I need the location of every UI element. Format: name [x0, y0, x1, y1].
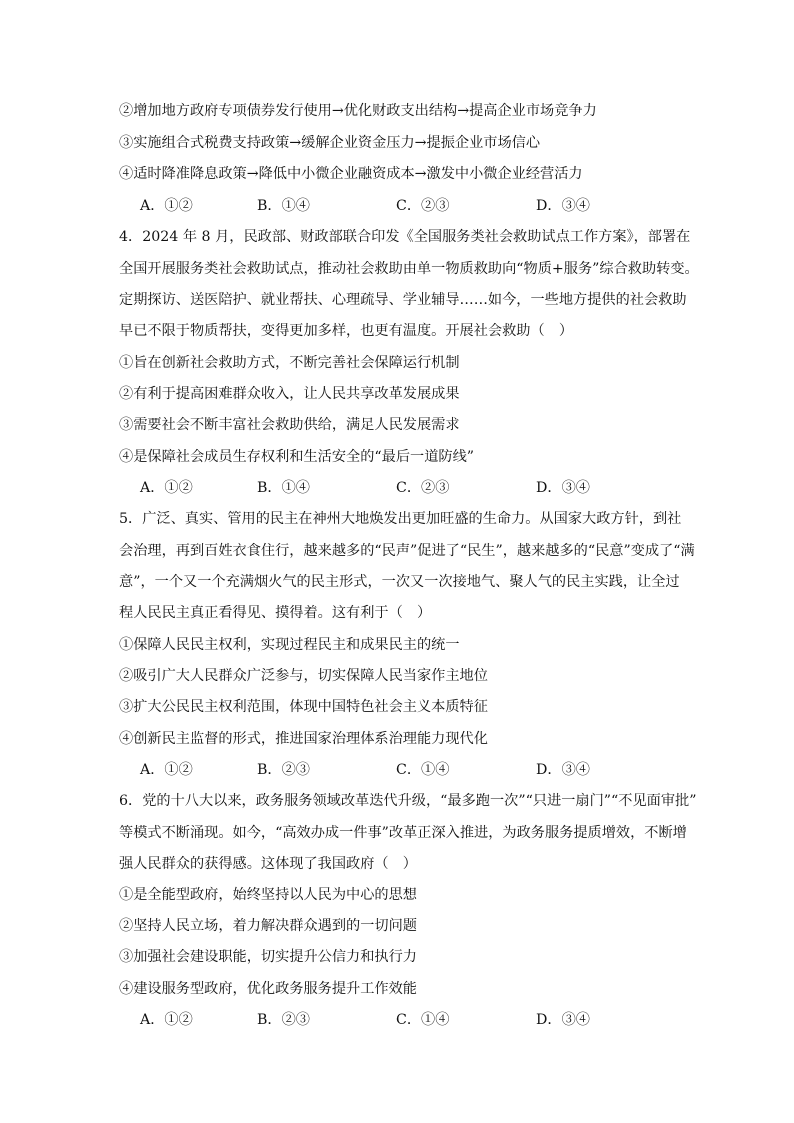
- option-d: D．③④: [536, 198, 590, 214]
- option-b: B．②③: [257, 762, 310, 778]
- answer-options: [140, 1010, 660, 1030]
- statement-2: ②增加地方政府专项债券发行使用→优化财政支出结构→提高企业市场竞争力: [119, 103, 597, 119]
- question-stem-line: 6．党的十八大以来，政务服务领域改革迭代升级，“最多跑一次”“只进一扇门”“不见面审批”: [119, 793, 697, 809]
- statement-1: ①旨在创新社会救助方式，不断完善社会保障运行机制: [119, 355, 460, 371]
- question-stem-line: 程人民民主真正看得见、摸得着。这有利于（ ）: [119, 605, 432, 621]
- option-d: D．③④: [536, 1012, 590, 1028]
- option-d: D．③④: [536, 480, 590, 496]
- option-a: A．①②: [140, 198, 193, 214]
- option-c: C．①④: [396, 762, 450, 778]
- statement-1: ①保障人民民主权利，实现过程民主和成果民主的统一: [119, 637, 460, 653]
- question-stem-line: 强人民群众的获得感。这体现了我国政府（ ）: [119, 856, 417, 872]
- option-c: C．①④: [396, 1012, 450, 1028]
- question-stem-line: 4．2024 年 8 月，民政部、财政部联合印发《全国服务类社会救助试点工作方案》，部署在: [119, 229, 691, 245]
- question-stem-line: 全国开展服务类社会救助试点，推动社会救助由单一物质救助向“物质+服务”综合救助转变。: [119, 261, 699, 277]
- option-c: C．②③: [396, 480, 450, 496]
- statement-4: ④建设服务型政府，优化政务服务提升工作效能: [119, 981, 417, 997]
- statement-4: ④是保障社会成员生存权利和生活安全的“最后一道防线”: [119, 449, 475, 465]
- option-a: A．①②: [140, 1012, 193, 1028]
- question-stem-line: 等模式不断涌现。如今，“高效办成一件事”改革正深入推进，为政务服务提质增效，不断增: [119, 825, 687, 841]
- option-d: D．③④: [536, 762, 590, 778]
- statement-3: ③需要社会不断丰富社会救助供给，满足人民发展需求: [119, 417, 460, 433]
- option-b: B．①④: [257, 480, 310, 496]
- statement-3: ③扩大公民民主权利范围，体现中国特色社会主义本质特征: [119, 699, 488, 715]
- option-b: B．①④: [257, 198, 310, 214]
- option-a: A．①②: [140, 762, 193, 778]
- statement-3: ③加强社会建设职能，切实提升公信力和执行力: [119, 949, 417, 965]
- question-stem-line: 5．广泛、真实、管用的民主在神州大地焕发出更加旺盛的生命力。从国家大政方针，到社: [119, 511, 682, 527]
- question-stem-line: 定期探访、送医陪护、就业帮扶、心理疏导、学业辅导……如今，一些地方提供的社会救助: [119, 292, 687, 308]
- question-stem-line: 早已不限于物质帮扶，变得更加多样，也更有温度。开展社会救助（ ）: [119, 323, 574, 339]
- statement-2: ②有利于提高困难群众收入，让人民共享改革发展成果: [119, 386, 460, 402]
- question-stem-line: 意”，一个又一个充满烟火气的民主形式，一次又一次接地气、聚人气的民主实践，让全过: [119, 574, 680, 590]
- statement-4: ④适时降准降息政策→降低中小微企业融资成本→激发中小微企业经营活力: [119, 166, 583, 182]
- statement-2: ②坚持人民立场，着力解决群众遇到的一切问题: [119, 918, 417, 934]
- option-b: B．②③: [257, 1012, 310, 1028]
- answer-options: [140, 478, 660, 498]
- answer-options: [140, 196, 660, 216]
- question-stem-line: 会治理，再到百姓衣食住行，越来越多的“民声”促进了“民生”，越来越多的“民意”变成了“满: [119, 543, 695, 559]
- statement-1: ①是全能型政府，始终坚持以人民为中心的思想: [119, 887, 417, 903]
- statement-3: ③实施组合式税费支持政策→缓解企业资金压力→提振企业市场信心: [119, 135, 541, 151]
- option-a: A．①②: [140, 480, 193, 496]
- option-c: C．②③: [396, 198, 450, 214]
- statement-2: ②吸引广大人民群众广泛参与，切实保障人民当家作主地位: [119, 668, 488, 684]
- answer-options: [140, 760, 660, 780]
- statement-4: ④创新民主监督的形式，推进国家治理体系治理能力现代化: [119, 731, 488, 747]
